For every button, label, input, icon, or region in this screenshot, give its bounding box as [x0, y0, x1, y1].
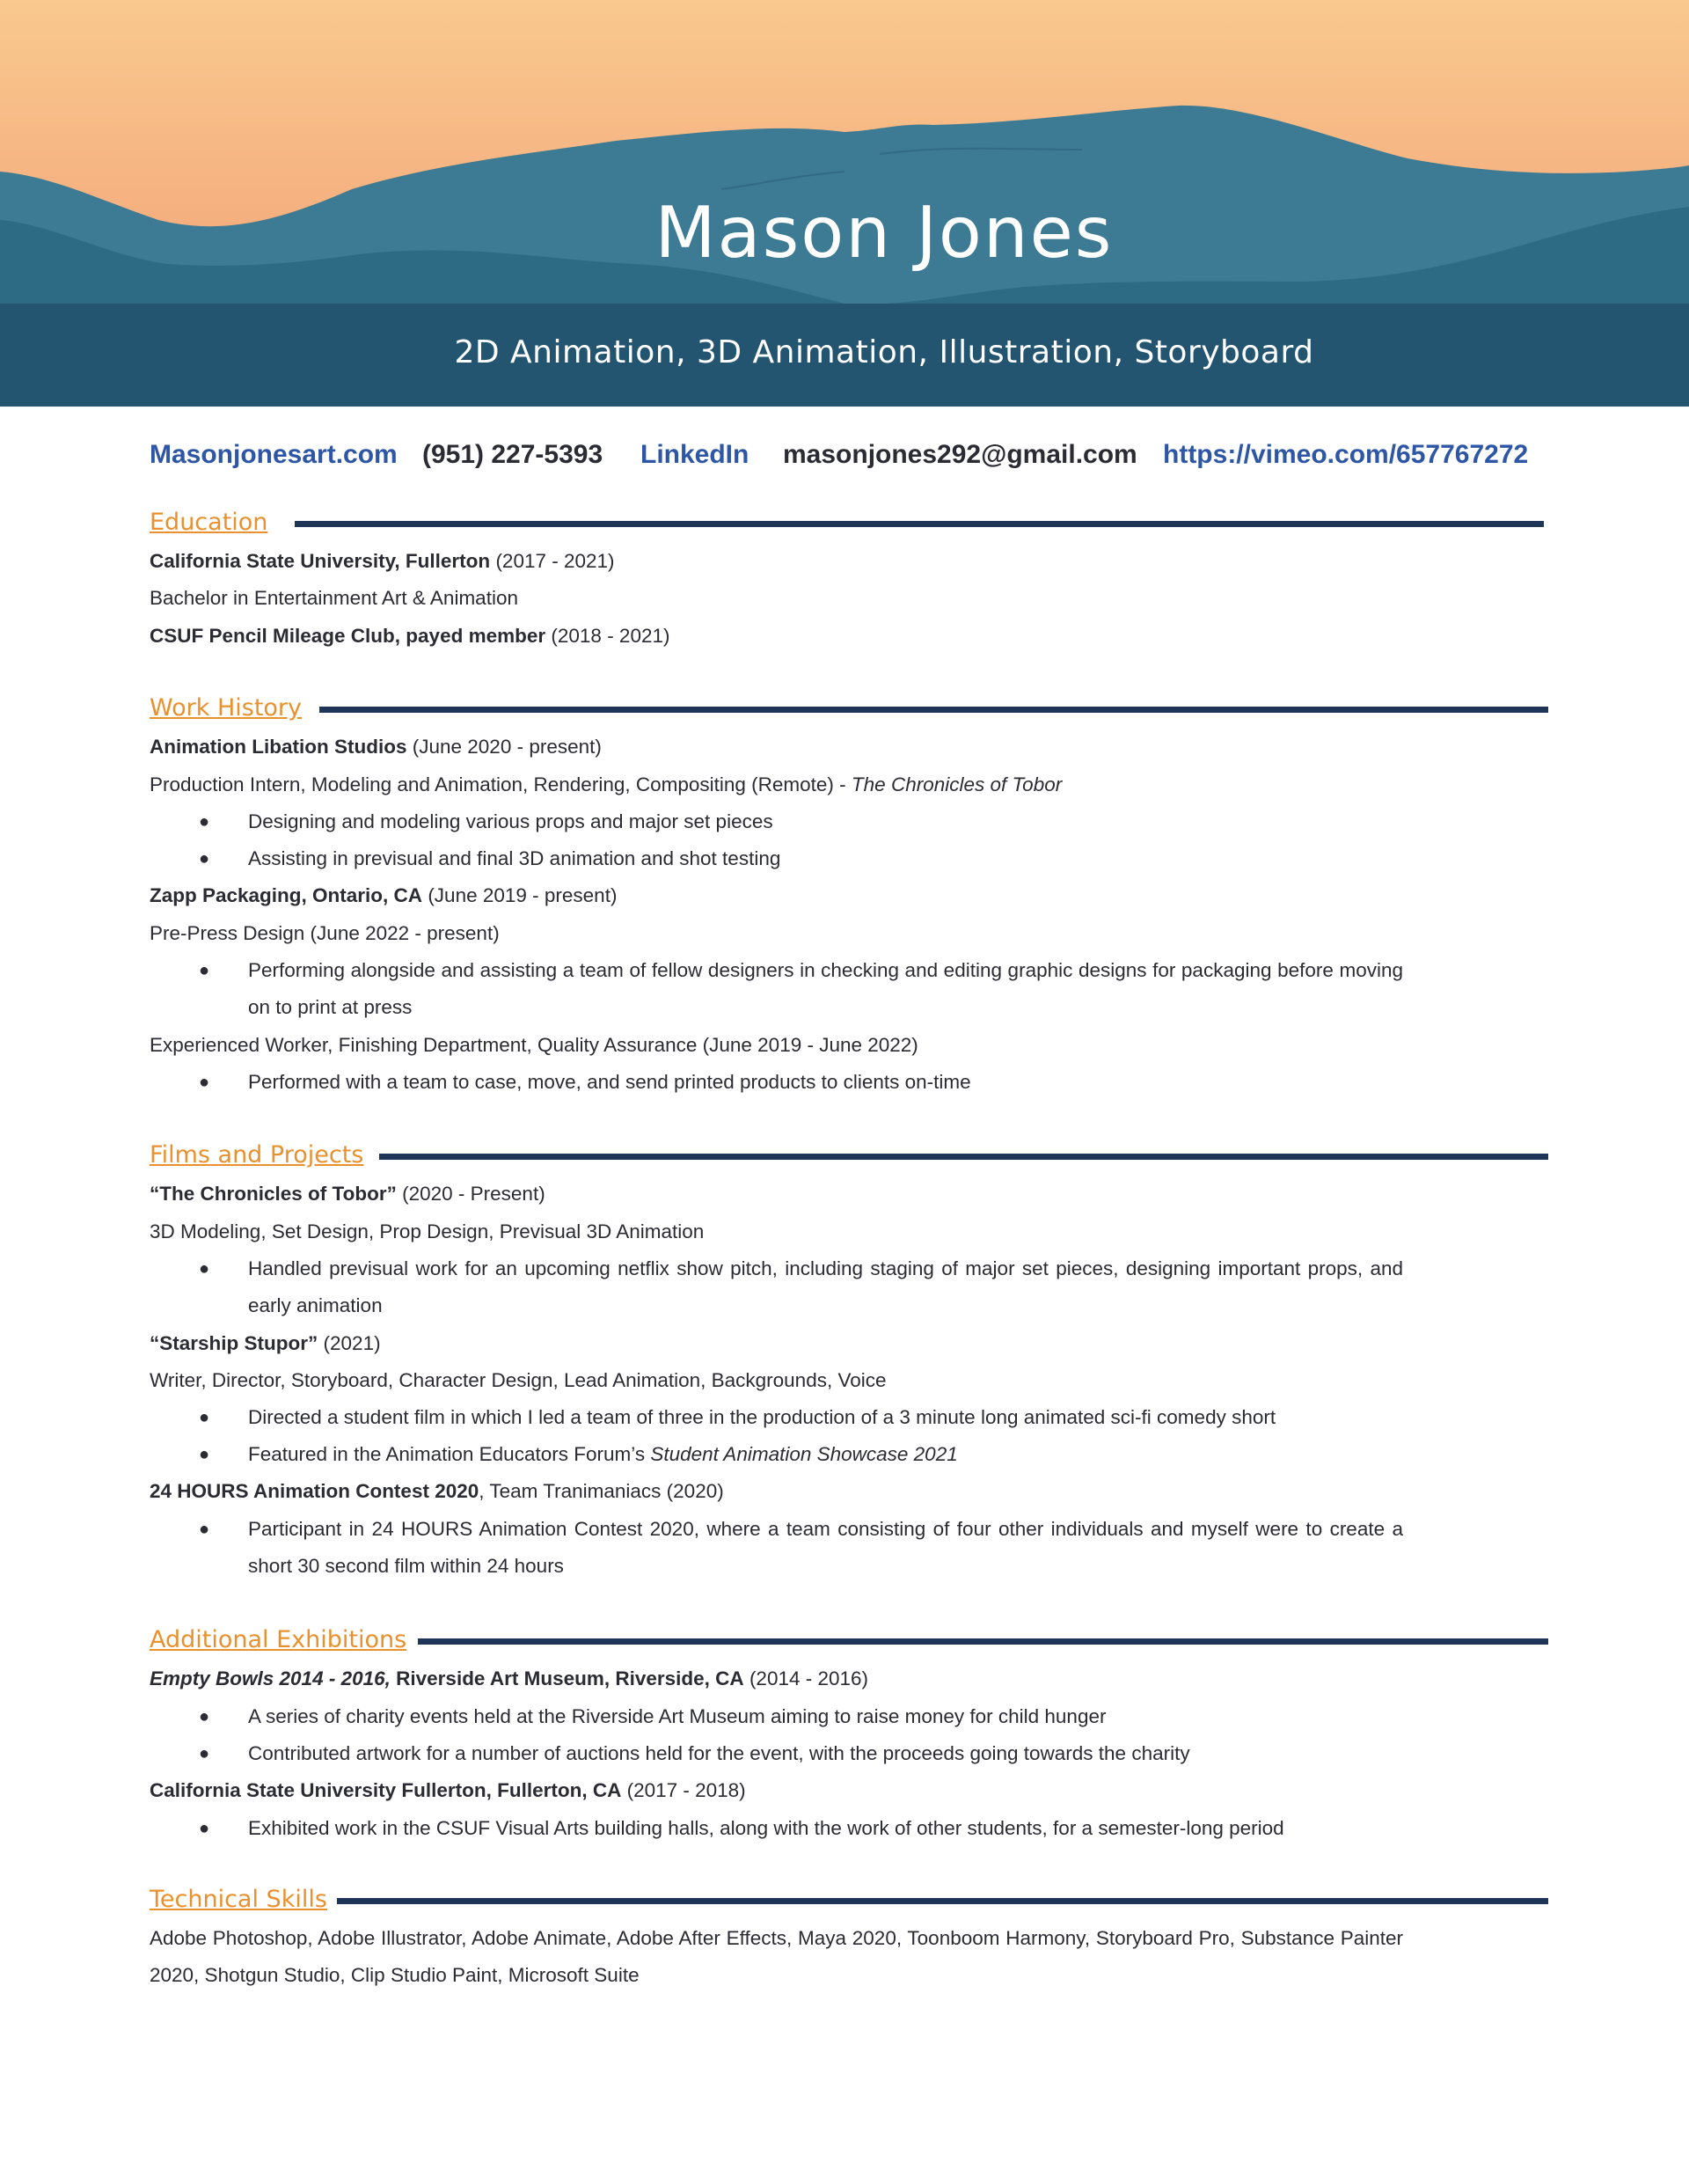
bullet-icon: ● [199, 1259, 210, 1279]
job-2-role-1-bullet: Performing alongside and assisting a team of fellow designers in checking and editing graphic designs for packaging before moving on to print at press [248, 959, 1403, 1018]
education-school: California State University, Fullerton (2017 - 2021) [150, 550, 615, 572]
email-address: masonjones292@gmail.com [783, 440, 1137, 469]
job-1-heading: Animation Libation Studios (June 2020 - present) [150, 736, 602, 758]
section-title: Work History [150, 694, 303, 722]
exhibition-2-heading: California State University Fullerton, Fullerton, CA (2017 - 2018) [150, 1779, 746, 1801]
section-divider [295, 521, 1544, 527]
candidate-name: Mason Jones [654, 192, 1114, 274]
project-1-heading: “The Chronicles of Tobor” (2020 - Present) [150, 1183, 545, 1205]
section-divider [379, 1154, 1548, 1160]
section-title: Technical Skills [150, 1886, 327, 1913]
project-1-bullet: Handled previsual work for an upcoming netflix show pitch, including staging of major set pieces, designing important props, and early animation [248, 1257, 1403, 1316]
section-title: Education [150, 509, 268, 536]
job-2-role-1: Pre-Press Design (June 2022 - present) [150, 922, 500, 944]
linkedin-link[interactable]: LinkedIn [640, 440, 749, 469]
job-1-bullet: Assisting in previsual and final 3D animation and shot testing [248, 847, 781, 869]
section-divider [337, 1898, 1548, 1904]
project-1-roles: 3D Modeling, Set Design, Prop Design, Previsual 3D Animation [150, 1220, 705, 1242]
bullet-icon: ● [199, 1445, 210, 1464]
project-2-bullet: Directed a student film in which I led a team of three in the production of a 3 minute long animated sci-fi comedy short [248, 1406, 1276, 1428]
section-title: Films and Projects [150, 1141, 364, 1169]
bullet-icon: ● [199, 1819, 210, 1838]
phone-number: (951) 227-5393 [422, 440, 603, 469]
project-3-bullet: Participant in 24 HOURS Animation Contest 2020, where a team consisting of four other individuals and myself were to create a short 30 second film within 24 hours [248, 1518, 1403, 1577]
bullet-icon: ● [199, 1408, 210, 1427]
job-2-role-2-bullet: Performed with a team to case, move, and send printed products to clients on-time [248, 1071, 971, 1093]
bullet-icon: ● [199, 812, 210, 832]
section-divider [418, 1638, 1548, 1645]
job-1-bullet: Designing and modeling various props and major set pieces [248, 810, 773, 832]
job-1-role: Production Intern, Modeling and Animation, Rendering, Compositing (Remote) - The Chronicles of Tobor [150, 773, 1063, 795]
project-2-bullet: Featured in the Animation Educators Forum’s Student Animation Showcase 2021 [248, 1443, 958, 1465]
skills-list: Adobe Photoshop, Adobe Illustrator, Adobe Animate, Adobe After Effects, Maya 2020, Toonboom Harmony, Storyboard Pro, Substance Painter 2020, Shotgun Studio, Clip Studio Paint, Microsoft Suite [150, 1927, 1403, 1986]
project-2-heading: “Starship Stupor” (2021) [150, 1332, 381, 1354]
section-divider [319, 707, 1548, 713]
bullet-icon: ● [199, 1707, 210, 1726]
bullet-icon: ● [199, 1073, 210, 1092]
job-2-role-2: Experienced Worker, Finishing Department, Quality Assurance (June 2019 - June 2022) [150, 1034, 918, 1056]
project-3-heading: 24 HOURS Animation Contest 2020, Team Tranimaniacs (2020) [150, 1480, 724, 1502]
bullet-icon: ● [199, 961, 210, 980]
exhibition-2-bullet: Exhibited work in the CSUF Visual Arts building halls, along with the work of other students, for a semester-long period [248, 1817, 1284, 1839]
section-title: Additional Exhibitions [150, 1626, 407, 1653]
exhibition-1-bullet: Contributed artwork for a number of auctions held for the event, with the proceeds going towards the charity [248, 1742, 1190, 1764]
project-2-roles: Writer, Director, Storyboard, Character Design, Lead Animation, Backgrounds, Voice [150, 1369, 887, 1391]
candidate-specialties: 2D Animation, 3D Animation, Illustration, Storyboard [454, 334, 1314, 370]
bullet-icon: ● [199, 1520, 210, 1539]
job-2-heading: Zapp Packaging, Ontario, CA (June 2019 - present) [150, 884, 618, 906]
exhibition-1-bullet: A series of charity events held at the Riverside Art Museum aiming to raise money for child hunger [248, 1705, 1107, 1727]
website-link[interactable]: Masonjonesart.com [150, 440, 398, 469]
education-degree: Bachelor in Entertainment Art & Animation [150, 587, 518, 609]
bullet-icon: ● [199, 849, 210, 868]
bullet-icon: ● [199, 1744, 210, 1763]
header-banner [0, 0, 1689, 407]
education-club: CSUF Pencil Mileage Club, payed member (2018 - 2021) [150, 625, 670, 647]
exhibition-1-heading: Empty Bowls 2014 - 2016, Riverside Art Museum, Riverside, CA (2014 - 2016) [150, 1667, 869, 1689]
vimeo-link[interactable]: https://vimeo.com/657767272 [1163, 440, 1529, 469]
